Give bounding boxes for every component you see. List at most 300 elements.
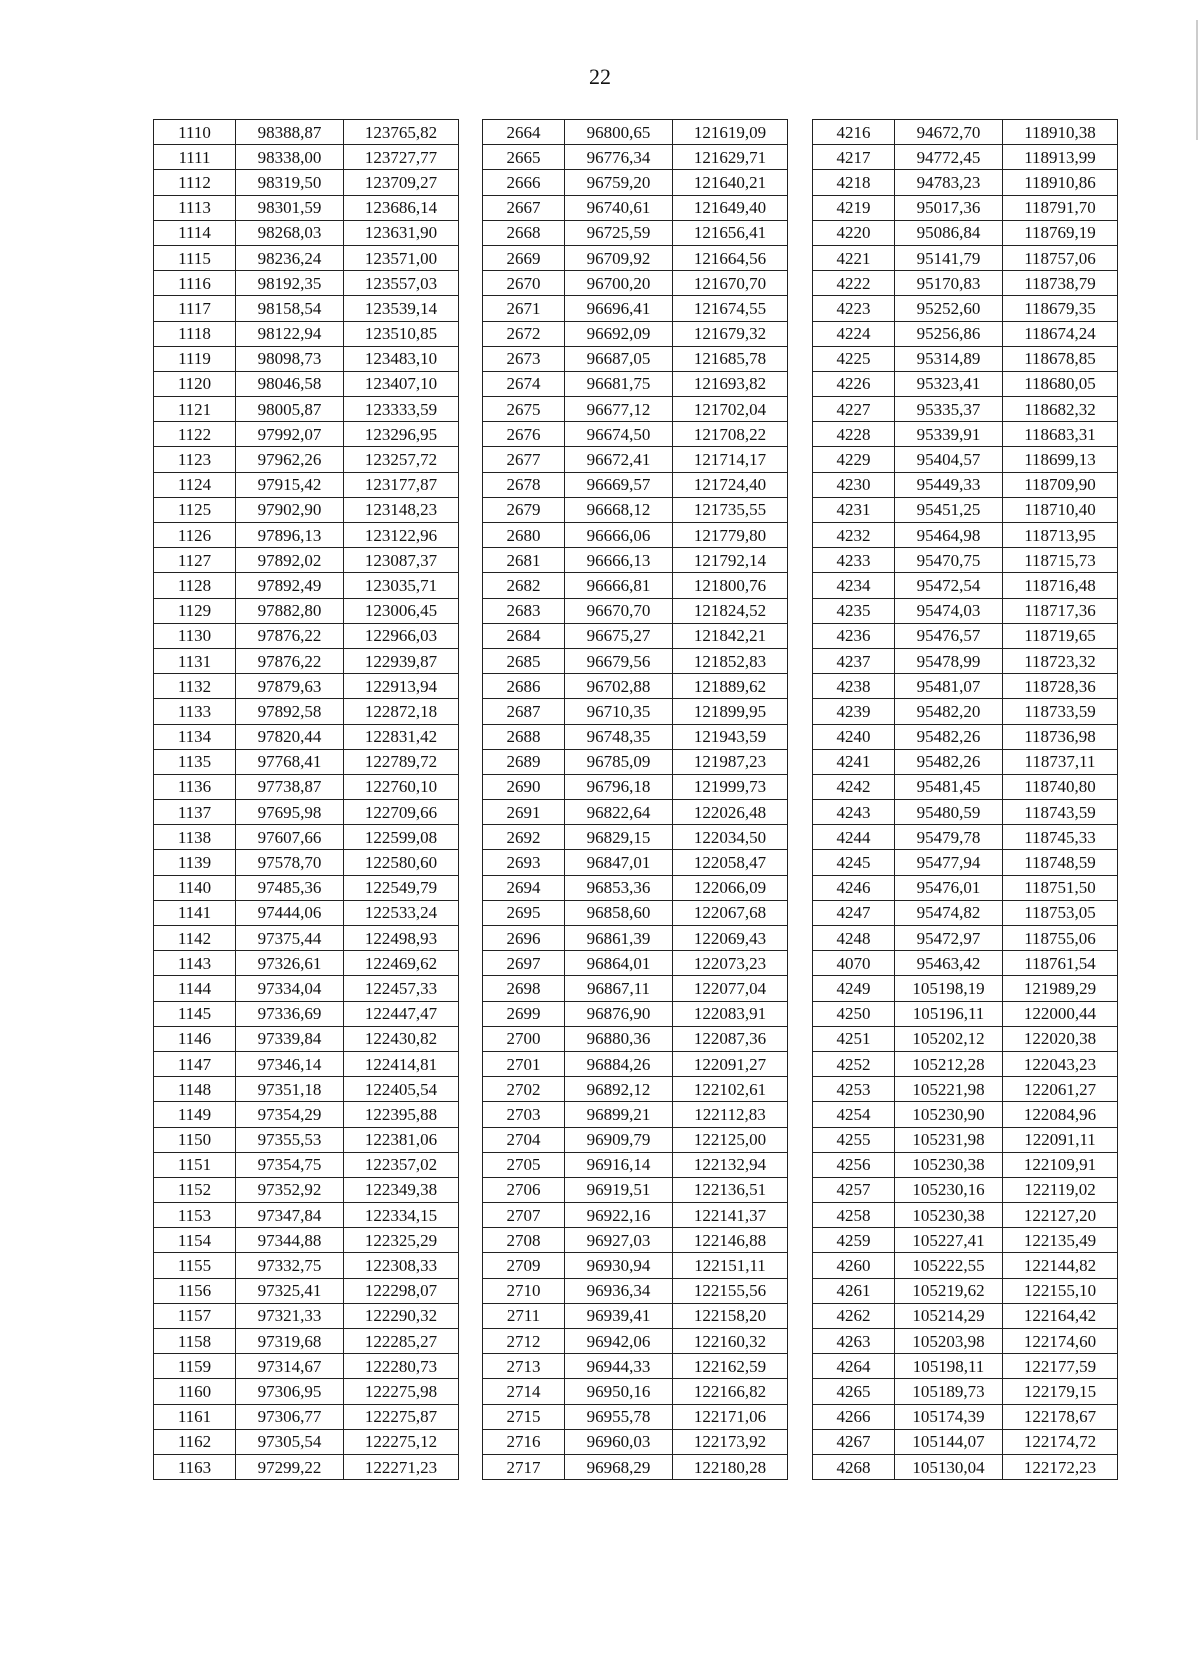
y-coordinate-cell: 122171,06 [673, 1404, 788, 1429]
table-row [154, 1228, 459, 1253]
table-row [483, 1102, 788, 1127]
x-coordinate-cell: 95017,36 [895, 195, 1003, 220]
x-coordinate-cell: 98098,73 [236, 346, 344, 371]
y-coordinate-cell: 118723,32 [1003, 648, 1118, 673]
y-coordinate-cell: 122061,27 [1003, 1077, 1118, 1102]
table-row [483, 1379, 788, 1404]
y-coordinate-cell: 121852,83 [673, 648, 788, 673]
table-row [154, 875, 459, 900]
x-coordinate-cell: 98388,87 [236, 120, 344, 145]
y-coordinate-cell: 121649,40 [673, 195, 788, 220]
point-number-cell: 2703 [483, 1102, 565, 1127]
x-coordinate-cell: 97738,87 [236, 774, 344, 799]
y-coordinate-cell: 123510,85 [344, 321, 459, 346]
x-coordinate-cell: 95477,94 [895, 850, 1003, 875]
y-coordinate-cell: 118745,33 [1003, 825, 1118, 850]
table-row [154, 346, 459, 371]
point-number-cell: 2677 [483, 447, 565, 472]
y-coordinate-cell: 122102,61 [673, 1077, 788, 1102]
y-coordinate-cell: 123177,87 [344, 472, 459, 497]
x-coordinate-cell: 97354,75 [236, 1152, 344, 1177]
x-coordinate-cell: 96858,60 [565, 900, 673, 925]
point-number-cell: 2683 [483, 598, 565, 623]
table-row [813, 774, 1118, 799]
table-row [154, 749, 459, 774]
y-coordinate-cell: 122533,24 [344, 900, 459, 925]
y-coordinate-cell: 122709,66 [344, 800, 459, 825]
point-number-cell: 2670 [483, 271, 565, 296]
x-coordinate-cell: 96884,26 [565, 1051, 673, 1076]
y-coordinate-cell: 118755,06 [1003, 926, 1118, 951]
x-coordinate-cell: 96675,27 [565, 623, 673, 648]
y-coordinate-cell: 121724,40 [673, 472, 788, 497]
table-row [483, 271, 788, 296]
table-row [483, 875, 788, 900]
x-coordinate-cell: 96785,09 [565, 749, 673, 774]
table-row [483, 850, 788, 875]
y-coordinate-cell: 118736,98 [1003, 724, 1118, 749]
y-coordinate-cell: 122831,42 [344, 724, 459, 749]
x-coordinate-cell: 96796,18 [565, 774, 673, 799]
y-coordinate-cell: 122026,48 [673, 800, 788, 825]
y-coordinate-cell: 123087,37 [344, 548, 459, 573]
point-number-cell: 4216 [813, 120, 895, 145]
table-row [483, 648, 788, 673]
y-coordinate-cell: 122381,06 [344, 1127, 459, 1152]
x-coordinate-cell: 97321,33 [236, 1303, 344, 1328]
table-row [813, 120, 1118, 145]
y-coordinate-cell: 121640,21 [673, 170, 788, 195]
point-number-cell: 4261 [813, 1278, 895, 1303]
x-coordinate-cell: 98005,87 [236, 397, 344, 422]
point-number-cell: 2668 [483, 220, 565, 245]
y-coordinate-cell: 123148,23 [344, 497, 459, 522]
y-coordinate-cell: 122457,33 [344, 976, 459, 1001]
x-coordinate-cell: 97332,75 [236, 1253, 344, 1278]
x-coordinate-cell: 97768,41 [236, 749, 344, 774]
table-row [154, 850, 459, 875]
y-coordinate-cell: 122285,27 [344, 1329, 459, 1354]
x-coordinate-cell: 96740,61 [565, 195, 673, 220]
x-coordinate-cell: 96853,36 [565, 875, 673, 900]
table-row [813, 447, 1118, 472]
y-coordinate-cell: 121664,56 [673, 245, 788, 270]
y-coordinate-cell: 122127,20 [1003, 1203, 1118, 1228]
point-number-cell: 1141 [154, 900, 236, 925]
x-coordinate-cell: 97892,02 [236, 548, 344, 573]
x-coordinate-cell: 95472,54 [895, 573, 1003, 598]
point-number-cell: 1163 [154, 1454, 236, 1479]
point-number-cell: 1140 [154, 875, 236, 900]
point-number-cell: 2694 [483, 875, 565, 900]
table-row [483, 321, 788, 346]
y-coordinate-cell: 121989,29 [1003, 976, 1118, 1001]
point-number-cell: 4070 [813, 951, 895, 976]
table-row [813, 145, 1118, 170]
point-number-cell: 2707 [483, 1203, 565, 1228]
y-coordinate-cell: 118715,73 [1003, 548, 1118, 573]
point-number-cell: 1111 [154, 145, 236, 170]
y-coordinate-cell: 118678,85 [1003, 346, 1118, 371]
x-coordinate-cell: 96681,75 [565, 371, 673, 396]
point-number-cell: 2710 [483, 1278, 565, 1303]
table-row [813, 321, 1118, 346]
y-coordinate-cell: 118753,05 [1003, 900, 1118, 925]
point-number-cell: 4265 [813, 1379, 895, 1404]
y-coordinate-cell: 122112,83 [673, 1102, 788, 1127]
table-row [813, 346, 1118, 371]
point-number-cell: 2682 [483, 573, 565, 598]
point-number-cell: 2695 [483, 900, 565, 925]
y-coordinate-cell: 118699,13 [1003, 447, 1118, 472]
y-coordinate-cell: 118769,19 [1003, 220, 1118, 245]
point-number-cell: 1113 [154, 195, 236, 220]
x-coordinate-cell: 95472,97 [895, 926, 1003, 951]
table-row [813, 825, 1118, 850]
y-coordinate-cell: 121714,17 [673, 447, 788, 472]
point-number-cell: 4252 [813, 1051, 895, 1076]
y-coordinate-cell: 118791,70 [1003, 195, 1118, 220]
x-coordinate-cell: 96892,12 [565, 1077, 673, 1102]
x-coordinate-cell: 98319,50 [236, 170, 344, 195]
y-coordinate-cell: 122349,38 [344, 1177, 459, 1202]
y-coordinate-cell: 118740,80 [1003, 774, 1118, 799]
point-number-cell: 4244 [813, 825, 895, 850]
table-row [154, 548, 459, 573]
x-coordinate-cell: 95323,41 [895, 371, 1003, 396]
x-coordinate-cell: 96666,81 [565, 573, 673, 598]
point-number-cell: 1123 [154, 447, 236, 472]
y-coordinate-cell: 123407,10 [344, 371, 459, 396]
y-coordinate-cell: 118910,38 [1003, 120, 1118, 145]
point-number-cell: 4232 [813, 523, 895, 548]
x-coordinate-cell: 97902,90 [236, 497, 344, 522]
point-number-cell: 1152 [154, 1177, 236, 1202]
y-coordinate-cell: 121842,21 [673, 623, 788, 648]
point-number-cell: 2680 [483, 523, 565, 548]
y-coordinate-cell: 123006,45 [344, 598, 459, 623]
x-coordinate-cell: 95252,60 [895, 296, 1003, 321]
x-coordinate-cell: 95470,75 [895, 548, 1003, 573]
table-row [813, 422, 1118, 447]
y-coordinate-cell: 118910,86 [1003, 170, 1118, 195]
table-row [154, 145, 459, 170]
x-coordinate-cell: 95476,57 [895, 623, 1003, 648]
y-coordinate-cell: 123257,72 [344, 447, 459, 472]
x-coordinate-cell: 96666,06 [565, 523, 673, 548]
table-row [483, 1404, 788, 1429]
x-coordinate-cell: 105221,98 [895, 1077, 1003, 1102]
coordinate-table-1 [153, 119, 459, 1480]
y-coordinate-cell: 118683,31 [1003, 422, 1118, 447]
y-coordinate-cell: 122160,32 [673, 1329, 788, 1354]
x-coordinate-cell: 97326,61 [236, 951, 344, 976]
table-row [154, 825, 459, 850]
x-coordinate-cell: 105230,90 [895, 1102, 1003, 1127]
point-number-cell: 4221 [813, 245, 895, 270]
x-coordinate-cell: 95335,37 [895, 397, 1003, 422]
x-coordinate-cell: 96936,34 [565, 1278, 673, 1303]
point-number-cell: 2676 [483, 422, 565, 447]
point-number-cell: 4263 [813, 1329, 895, 1354]
x-coordinate-cell: 95086,84 [895, 220, 1003, 245]
y-coordinate-cell: 122164,42 [1003, 1303, 1118, 1328]
point-number-cell: 4257 [813, 1177, 895, 1202]
table-row [813, 472, 1118, 497]
point-number-cell: 1112 [154, 170, 236, 195]
x-coordinate-cell: 97344,88 [236, 1228, 344, 1253]
x-coordinate-cell: 105130,04 [895, 1454, 1003, 1479]
y-coordinate-cell: 122151,11 [673, 1253, 788, 1278]
table-row [483, 1001, 788, 1026]
y-coordinate-cell: 123539,14 [344, 296, 459, 321]
y-coordinate-cell: 122760,10 [344, 774, 459, 799]
point-number-cell: 1119 [154, 346, 236, 371]
table-row [813, 623, 1118, 648]
table-row [813, 1278, 1118, 1303]
x-coordinate-cell: 96960,03 [565, 1429, 673, 1454]
table-row [483, 346, 788, 371]
table-row [813, 598, 1118, 623]
table-row [813, 1379, 1118, 1404]
table-row [154, 1329, 459, 1354]
table-row [154, 422, 459, 447]
y-coordinate-cell: 122447,47 [344, 1001, 459, 1026]
x-coordinate-cell: 95404,57 [895, 447, 1003, 472]
x-coordinate-cell: 97339,84 [236, 1026, 344, 1051]
point-number-cell: 1122 [154, 422, 236, 447]
table-row [154, 1253, 459, 1278]
y-coordinate-cell: 122020,38 [1003, 1026, 1118, 1051]
y-coordinate-cell: 122405,54 [344, 1077, 459, 1102]
x-coordinate-cell: 97354,29 [236, 1102, 344, 1127]
table-row [483, 800, 788, 825]
point-number-cell: 2708 [483, 1228, 565, 1253]
x-coordinate-cell: 97325,41 [236, 1278, 344, 1303]
x-coordinate-cell: 95339,91 [895, 422, 1003, 447]
y-coordinate-cell: 118710,40 [1003, 497, 1118, 522]
point-number-cell: 1135 [154, 749, 236, 774]
y-coordinate-cell: 123765,82 [344, 120, 459, 145]
y-coordinate-cell: 123631,90 [344, 220, 459, 245]
x-coordinate-cell: 105203,98 [895, 1329, 1003, 1354]
x-coordinate-cell: 98301,59 [236, 195, 344, 220]
table-row [813, 1303, 1118, 1328]
table-row [483, 548, 788, 573]
x-coordinate-cell: 98338,00 [236, 145, 344, 170]
x-coordinate-cell: 98122,94 [236, 321, 344, 346]
table-row [154, 1177, 459, 1202]
point-number-cell: 1153 [154, 1203, 236, 1228]
y-coordinate-cell: 118682,32 [1003, 397, 1118, 422]
table-row [813, 220, 1118, 245]
table-row [813, 850, 1118, 875]
x-coordinate-cell: 105202,12 [895, 1026, 1003, 1051]
y-coordinate-cell: 121735,55 [673, 497, 788, 522]
x-coordinate-cell: 97334,04 [236, 976, 344, 1001]
coordinate-table [812, 119, 1118, 1480]
point-number-cell: 1110 [154, 120, 236, 145]
x-coordinate-cell: 95449,33 [895, 472, 1003, 497]
point-number-cell: 2711 [483, 1303, 565, 1328]
y-coordinate-cell: 122162,59 [673, 1354, 788, 1379]
point-number-cell: 1137 [154, 800, 236, 825]
x-coordinate-cell: 95481,45 [895, 774, 1003, 799]
table-row [483, 951, 788, 976]
point-number-cell: 4234 [813, 573, 895, 598]
y-coordinate-cell: 121629,71 [673, 145, 788, 170]
x-coordinate-cell: 97355,53 [236, 1127, 344, 1152]
table-row [154, 1077, 459, 1102]
y-coordinate-cell: 121619,09 [673, 120, 788, 145]
x-coordinate-cell: 96867,11 [565, 976, 673, 1001]
y-coordinate-cell: 118738,79 [1003, 271, 1118, 296]
point-number-cell: 1151 [154, 1152, 236, 1177]
y-coordinate-cell: 123296,95 [344, 422, 459, 447]
table-row [813, 195, 1118, 220]
y-coordinate-cell: 122155,56 [673, 1278, 788, 1303]
table-row [154, 926, 459, 951]
point-number-cell: 4229 [813, 447, 895, 472]
table-row [154, 1379, 459, 1404]
point-number-cell: 1115 [154, 245, 236, 270]
x-coordinate-cell: 96864,01 [565, 951, 673, 976]
x-coordinate-cell: 96922,16 [565, 1203, 673, 1228]
x-coordinate-cell: 95478,99 [895, 648, 1003, 673]
y-coordinate-cell: 123709,27 [344, 170, 459, 195]
y-coordinate-cell: 123122,96 [344, 523, 459, 548]
point-number-cell: 2692 [483, 825, 565, 850]
y-coordinate-cell: 122087,36 [673, 1026, 788, 1051]
x-coordinate-cell: 105189,73 [895, 1379, 1003, 1404]
point-number-cell: 4242 [813, 774, 895, 799]
table-row [813, 1429, 1118, 1454]
x-coordinate-cell: 97319,68 [236, 1329, 344, 1354]
x-coordinate-cell: 97992,07 [236, 422, 344, 447]
y-coordinate-cell: 118751,50 [1003, 875, 1118, 900]
y-coordinate-cell: 122414,81 [344, 1051, 459, 1076]
point-number-cell: 1142 [154, 926, 236, 951]
y-coordinate-cell: 122357,02 [344, 1152, 459, 1177]
y-coordinate-cell: 122913,94 [344, 674, 459, 699]
point-number-cell: 4227 [813, 397, 895, 422]
table-row [813, 1177, 1118, 1202]
y-coordinate-cell: 118761,54 [1003, 951, 1118, 976]
y-coordinate-cell: 122125,00 [673, 1127, 788, 1152]
point-number-cell: 1130 [154, 623, 236, 648]
table-row [813, 170, 1118, 195]
table-row [154, 195, 459, 220]
y-coordinate-cell: 118748,59 [1003, 850, 1118, 875]
scan-edge-mark [1196, 20, 1198, 140]
table-row [483, 497, 788, 522]
y-coordinate-cell: 121674,55 [673, 296, 788, 321]
x-coordinate-cell: 96829,15 [565, 825, 673, 850]
y-coordinate-cell: 118737,11 [1003, 749, 1118, 774]
point-number-cell: 4233 [813, 548, 895, 573]
table-row [154, 1051, 459, 1076]
table-row [154, 1278, 459, 1303]
point-number-cell: 4218 [813, 170, 895, 195]
point-number-cell: 4223 [813, 296, 895, 321]
table-row [483, 825, 788, 850]
table-row [813, 1228, 1118, 1253]
x-coordinate-cell: 94672,70 [895, 120, 1003, 145]
point-number-cell: 2688 [483, 724, 565, 749]
point-number-cell: 4250 [813, 1001, 895, 1026]
table-row [483, 472, 788, 497]
table-row [154, 523, 459, 548]
table-row [154, 1001, 459, 1026]
table-row [154, 951, 459, 976]
point-number-cell: 4238 [813, 674, 895, 699]
x-coordinate-cell: 97305,54 [236, 1429, 344, 1454]
table-row [154, 1303, 459, 1328]
point-number-cell: 2691 [483, 800, 565, 825]
point-number-cell: 2713 [483, 1354, 565, 1379]
x-coordinate-cell: 96776,34 [565, 145, 673, 170]
point-number-cell: 1156 [154, 1278, 236, 1303]
point-number-cell: 4243 [813, 800, 895, 825]
x-coordinate-cell: 96696,41 [565, 296, 673, 321]
y-coordinate-cell: 122290,32 [344, 1303, 459, 1328]
point-number-cell: 1133 [154, 699, 236, 724]
x-coordinate-cell: 96899,21 [565, 1102, 673, 1127]
point-number-cell: 2714 [483, 1379, 565, 1404]
x-coordinate-cell: 105212,28 [895, 1051, 1003, 1076]
point-number-cell: 2672 [483, 321, 565, 346]
point-number-cell: 1118 [154, 321, 236, 346]
y-coordinate-cell: 118713,95 [1003, 523, 1118, 548]
point-number-cell: 1127 [154, 548, 236, 573]
x-coordinate-cell: 96668,12 [565, 497, 673, 522]
point-number-cell: 2689 [483, 749, 565, 774]
x-coordinate-cell: 105230,38 [895, 1203, 1003, 1228]
y-coordinate-cell: 121679,32 [673, 321, 788, 346]
point-number-cell: 4264 [813, 1354, 895, 1379]
x-coordinate-cell: 105230,16 [895, 1177, 1003, 1202]
y-coordinate-cell: 122179,15 [1003, 1379, 1118, 1404]
point-number-cell: 4246 [813, 875, 895, 900]
x-coordinate-cell: 97336,69 [236, 1001, 344, 1026]
x-coordinate-cell: 95482,20 [895, 699, 1003, 724]
table-row [813, 724, 1118, 749]
point-number-cell: 2717 [483, 1454, 565, 1479]
table-row [813, 1152, 1118, 1177]
y-coordinate-cell: 123571,00 [344, 245, 459, 270]
table-row [813, 875, 1118, 900]
y-coordinate-cell: 122166,82 [673, 1379, 788, 1404]
point-number-cell: 1124 [154, 472, 236, 497]
x-coordinate-cell: 96759,20 [565, 170, 673, 195]
point-number-cell: 2698 [483, 976, 565, 1001]
y-coordinate-cell: 122275,87 [344, 1404, 459, 1429]
coordinate-table-2 [482, 119, 788, 1480]
x-coordinate-cell: 97347,84 [236, 1203, 344, 1228]
y-coordinate-cell: 118733,59 [1003, 699, 1118, 724]
x-coordinate-cell: 95463,42 [895, 951, 1003, 976]
point-number-cell: 1131 [154, 648, 236, 673]
coordinate-table [153, 119, 459, 1480]
x-coordinate-cell: 97607,66 [236, 825, 344, 850]
y-coordinate-cell: 122146,88 [673, 1228, 788, 1253]
point-number-cell: 4230 [813, 472, 895, 497]
x-coordinate-cell: 96916,14 [565, 1152, 673, 1177]
point-number-cell: 4253 [813, 1077, 895, 1102]
y-coordinate-cell: 122043,23 [1003, 1051, 1118, 1076]
point-number-cell: 4220 [813, 220, 895, 245]
y-coordinate-cell: 118674,24 [1003, 321, 1118, 346]
